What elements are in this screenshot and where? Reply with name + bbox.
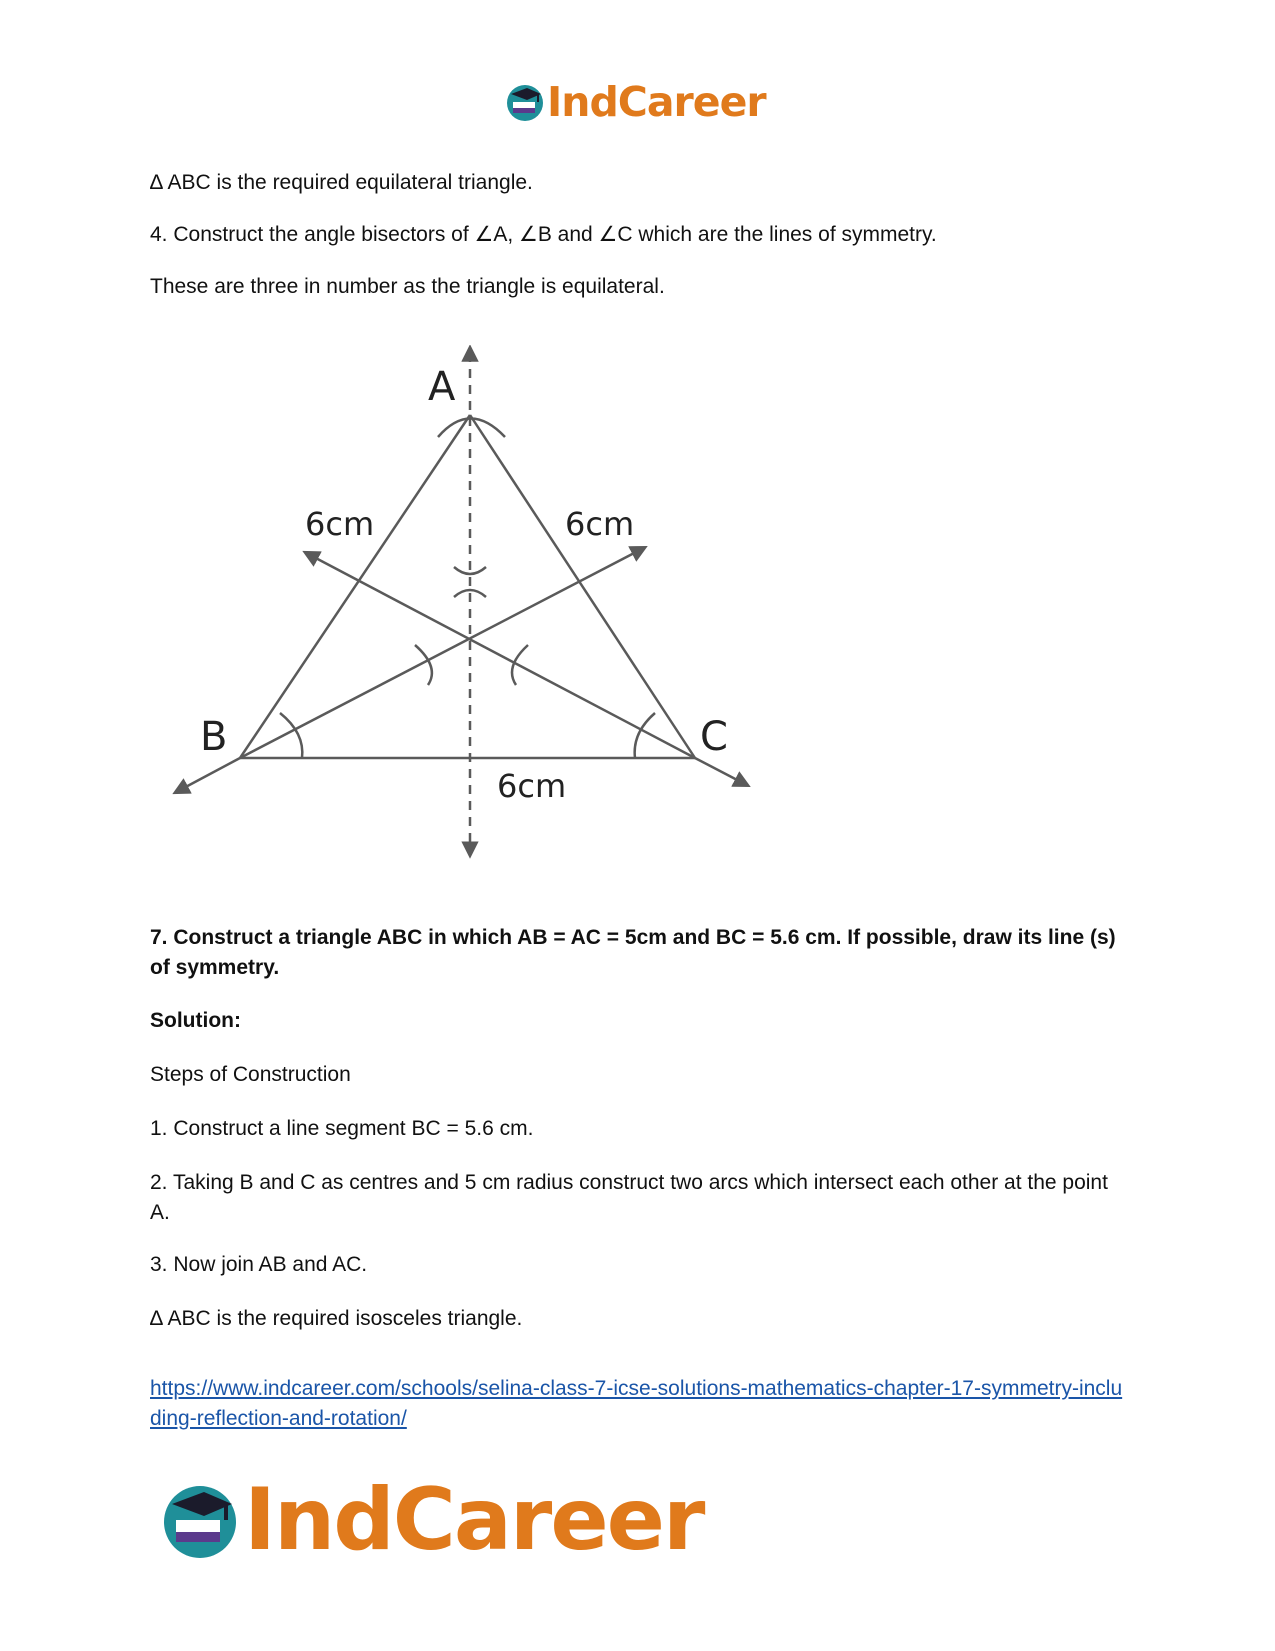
vertex-a-label: A xyxy=(428,364,456,410)
side-bc-label: 6cm xyxy=(497,767,567,805)
paragraph-symmetry-count: These are three in number as the triangle is equilateral. xyxy=(150,275,665,298)
construction-step-1: 1. Construct a line segment BC = 5.6 cm. xyxy=(150,1117,534,1140)
symmetry-line-b xyxy=(240,550,640,758)
indcareer-logo-footer xyxy=(160,1470,703,1570)
construction-step-3: 3. Now join AB and AC. xyxy=(150,1253,368,1276)
graduation-cap-icon xyxy=(160,1480,240,1560)
link-paragraph xyxy=(150,1374,1125,1434)
paragraph-step4: 4. Construct the angle bisectors of ∠A, ∠B and ∠C which are the lines of symmetry. xyxy=(150,223,937,246)
side-ac xyxy=(470,415,695,758)
indcareer-logo-header xyxy=(505,78,766,126)
source-link[interactable]: https://www.indcareer.com/schools/selina-class-7-icse-solutions-mathematics-chapter-17-symmetry-including-reflection-and-rotation/ xyxy=(150,1377,1123,1430)
construction-step-2: 2. Taking B and C as centres and 5 cm radius construct two arcs which intersect each other at the point A. xyxy=(150,1171,1108,1224)
logo-wordmark: IndCareer xyxy=(244,1470,704,1570)
logo-wordmark: IndCareer xyxy=(547,78,766,126)
equilateral-triangle-diagram xyxy=(170,345,770,885)
vertex-b-label: B xyxy=(200,714,228,760)
side-ab-label: 6cm xyxy=(305,505,375,543)
steps-heading: Steps of Construction xyxy=(150,1063,351,1086)
symmetry-line-c xyxy=(310,555,695,758)
vertex-c-label: C xyxy=(700,714,728,760)
graduation-cap-icon xyxy=(505,82,545,122)
question-7: 7. Construct a triangle ABC in which AB = AC = 5cm and BC = 5.6 cm. If possible, draw its line (s) of symmetry. xyxy=(150,926,1116,979)
solution-label: Solution: xyxy=(150,1009,241,1032)
side-ab xyxy=(240,415,470,758)
side-ac-label: 6cm xyxy=(565,505,635,543)
conclusion: ∆ ABC is the required isosceles triangle. xyxy=(150,1307,523,1330)
paragraph-result: ∆ ABC is the required equilateral triangle. xyxy=(150,171,533,194)
